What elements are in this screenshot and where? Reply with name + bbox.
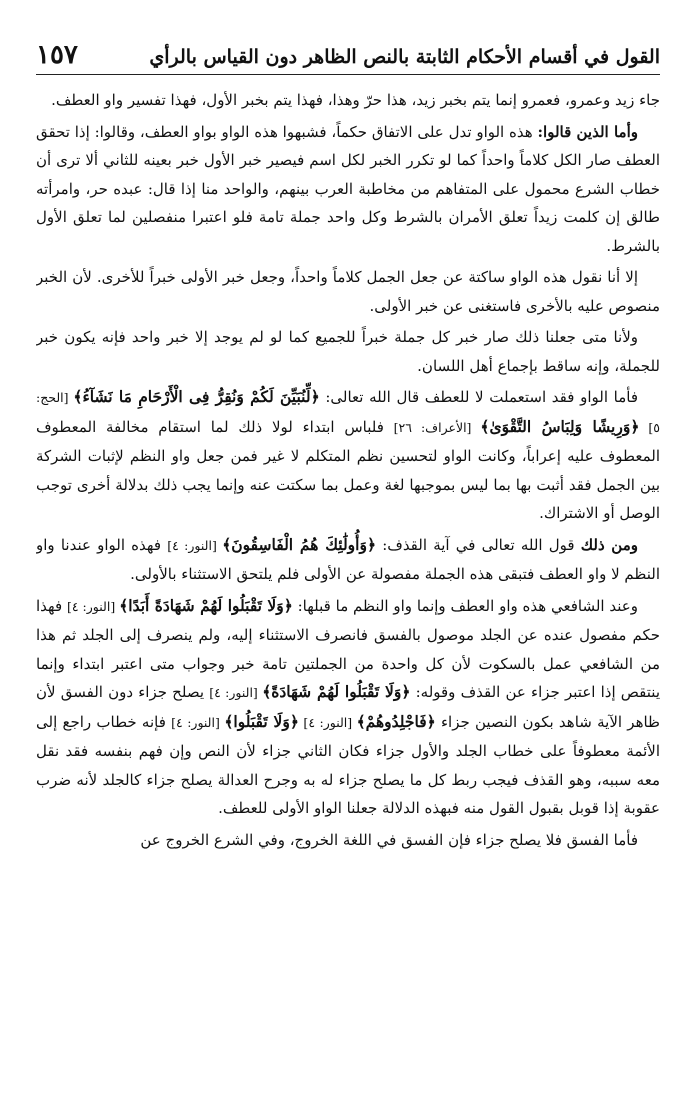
paragraph-6-text-b: فهذه الواو عندنا واو النظم لا واو العطف فتبقى هذه الجملة مفصولة عن الأولى فلم يلتحق الاستثناء بالأولى. [36,535,660,583]
paragraph-7-text-c: يصلح جزاء دون الفسق لأن ظاهر الآية شاهد بكون النصين جزاء [36,683,660,731]
paragraph-2 [36,118,660,261]
paragraph-5-text-b: فلباس ابتداء لولا ذلك لما استقام مخالفة المعطوف المعطوف عليه إعراباً، وكانت الواو لتحسين نظم المتكلم لا غير فمن جعل واو النظم لإثبات الشركة بين الجمل فقد أثبت بها بما ليس بموجبها لغة وعمل بما سكتت عنه وإنما يجب ذلك بدلالة أخرى توجب الوصل أو الاشتراك. [36,417,660,522]
quran-verse: ﴿وَرِيشًا وَلِبَاسُ التَّقْوَىٰ﴾ [480,416,640,436]
paragraph-2-text: هذه الواو تدل على الاتفاق حكماً، فشبهوا هذه الواو بواو العطف، وقالوا: إذا تحقق العطف صار الكل كلاماً واحداً كما لو تكرر الخبر لكل اسم فيصير خبر الأول خبر بعينه للثاني ألا ترى أن خطاب الشرع محمول على المتفاهم من مخاطبة العرب بينهم، والواحد منا إذا قال: عبده حر، وامرأته طالق إن كلمت زيداً تعلق الأمران بالشرط وكل واحد جملة تامة فلو اعتبرا منفصلين لما تعلق الأول بالشرط. [36,122,660,255]
verse-citation: [النور: ٤] [298,714,357,730]
running-title: القول في أقسام الأحكام الثابتة بالنص الظاهر دون القياس بالرأي [149,46,660,68]
quran-verse: ﴿وَلَا تَقْبَلُوا لَهُمْ شَهَادَةً﴾ [262,682,411,701]
page-header [36,30,660,75]
page-number: ١٥٧ [36,40,78,70]
paragraph-6-lead: ومن ذلك [580,535,638,554]
verse-citation: [النور: ٤] [66,598,120,614]
quran-verse: ﴿وَأُولَٰئِكَ هُمُ الْفَاسِقُونَ﴾ [222,534,377,554]
paragraph-1: جاء زيد وعمرو، فعمرو إنما يتم بخبر زيد، هذا حرّ وهذا، فهذا يتم بخبر الأول، فهذا تفسير واو العطف. [51,91,660,109]
quran-verse: ﴿وَلَا تَقْبَلُوا لَهُمْ شَهَادَةً أَبَدًا﴾ [119,595,293,615]
paragraph-7-text-d: فإنه خطاب راجع إلى الأئمة معطوفاً على خطاب الجلد والأول جزاء فكان الثاني جزاء لأن النص وإن فهم بنفسه فقد نقل معه سببه، وهو القذف فيجب ربط كل ما يصلح جزاء له به وجرح العدالة يصلح جزاء كالجلد لأنه ضرب عقوبة إذا قوبل بقبول القول منه فبهذه الدلالة جعلنا الواو الأولى للعطف. [36,712,660,817]
quran-verse: ﴿فَاجْلِدُوهُمْ﴾ [356,711,436,731]
paragraph-2-lead: وأما الذين قالوا: [537,122,638,141]
paragraph-5 [36,383,660,528]
paragraph-5-text-a: فأما الواو فقد استعملت لا للعطف قال الله تعالى: [319,388,638,406]
paragraph-7-text-a: وعند الشافعي هذه واو العطف وإنما واو النظم ما قبلها: [292,596,638,615]
paragraph-7-text-b: فهذا حكم مفصول عنده عن الجلد موصول بالفسق فانصرف الاستثناء إليه، ولم ينصرف إلى الجلد ثم هذا من الشافعي عمل بالسكوت لأن كل واحدة من الجملتين تامة خبر وجواب متى اعتبر ابتداء وإنما ينتقص إذا اعتبر جزاء عن القذف وقوله: [36,596,660,701]
paragraph-6 [36,531,660,589]
paragraph-8: فأما الفسق فلا يصلح جزاء فإن الفسق في اللغة الخروج، وفي الشرع الخروج عن [140,830,638,849]
verse-citation: [النور: ٤] [167,537,223,553]
quran-verse: ﴿وَلَا تَقْبَلُوا﴾ [224,711,299,731]
page-body [36,86,660,1067]
paragraph-3: إلا أنا نقول هذه الواو ساكتة عن جعل الجمل كلاماً واحداً، وجعل خبر الأولى خبراً للأخرى. لأن الخبر منصوص عليه بالأخرى فاستغنى عن خبر الأولى. [36,268,660,315]
verse-citation: [الحج: ٥] [36,390,660,435]
verse-citation: [الأعراف: ٢٦] [393,419,481,435]
verse-citation: [النور: ٤] [171,714,225,730]
paragraph-4: ولأنا متى جعلنا ذلك صار خبر كل جملة خبراً للجميع كما لو لم يوجد إلا خبر واحد فإنه يكون خبر للجملة، وإنه ساقط بإجماع أهل اللسان. [36,328,660,375]
verse-citation: [النور: ٤] [209,685,263,700]
paragraph-7 [36,592,660,823]
quran-verse: ﴿لِّنُبَيِّنَ لَكُمْ وَنُقِرُّ فِى الْأَرْحَامِ مَا نَشَآءُ﴾ [73,387,320,406]
paragraph-6-text-a: قول الله تعالى في آية القذف: [376,535,581,554]
